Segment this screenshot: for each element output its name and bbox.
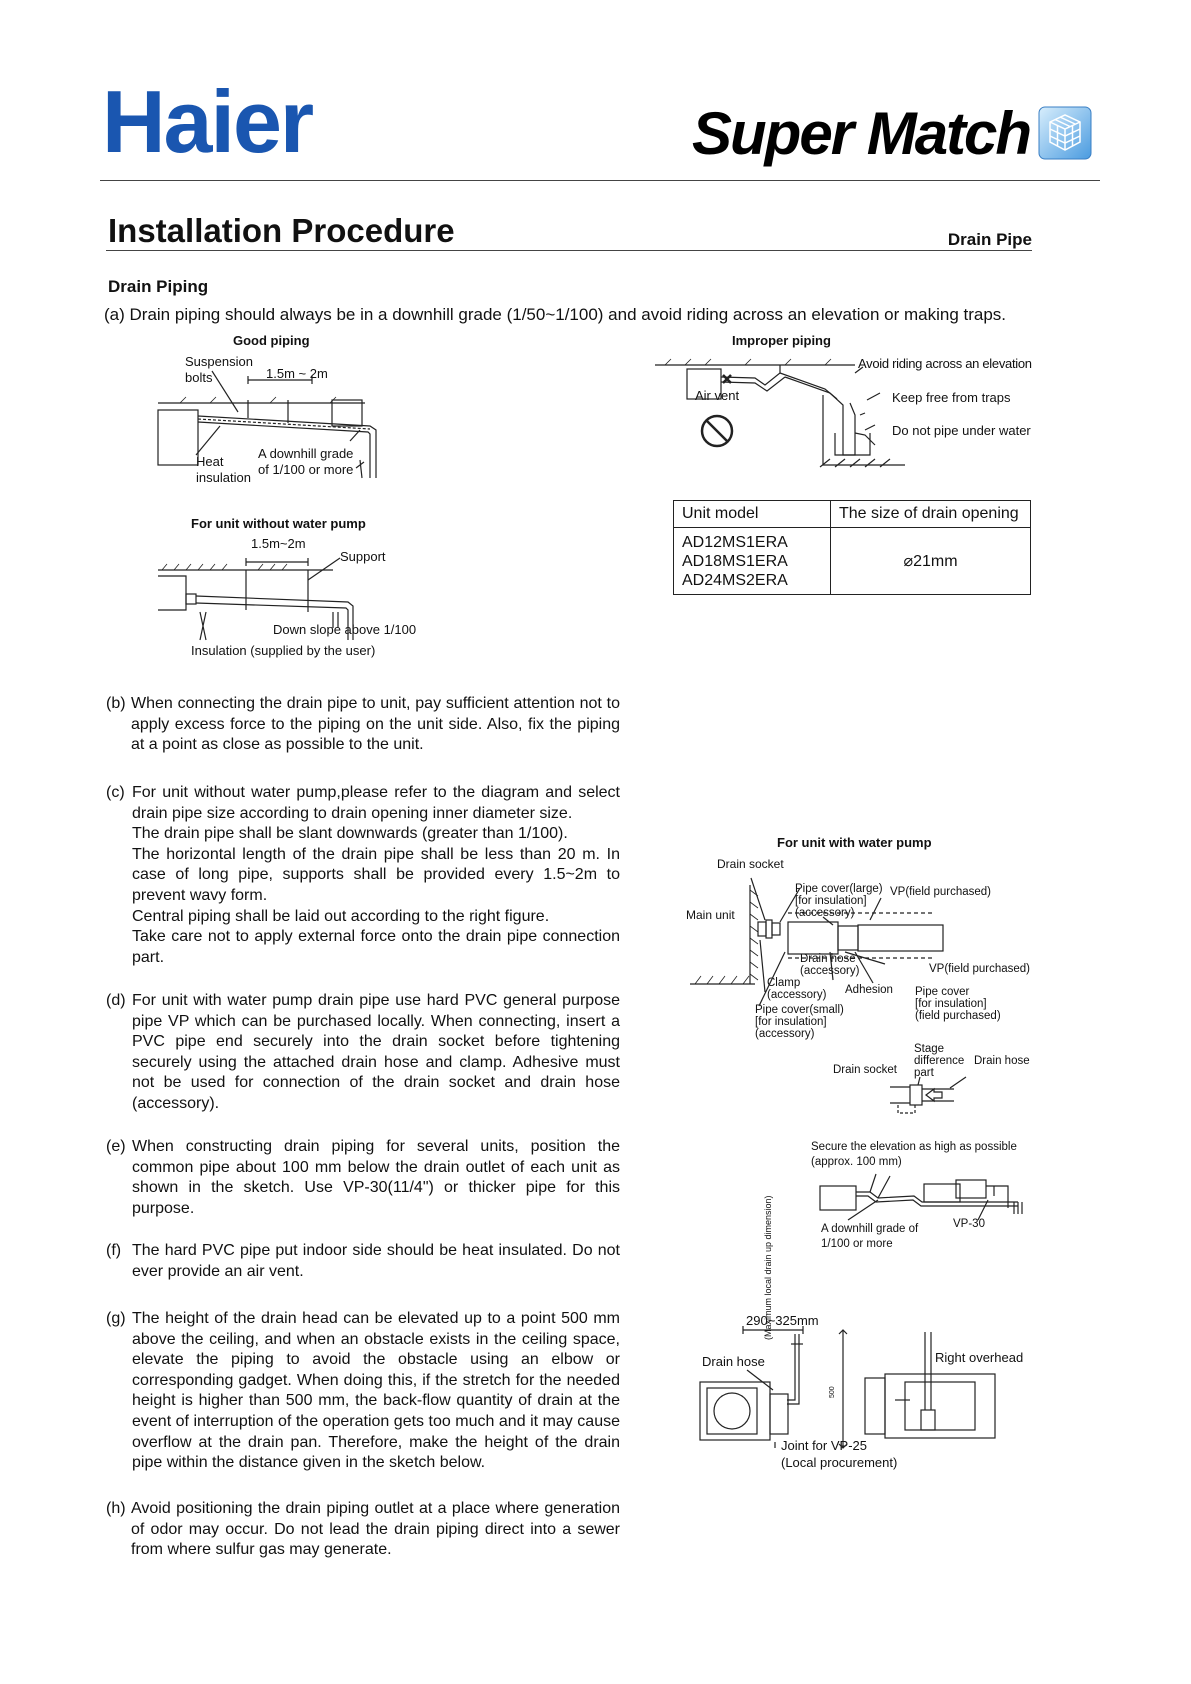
item-c-line-4: Central piping shall be laid out according to the right figure. xyxy=(132,907,550,925)
section-label: Drain Pipe xyxy=(947,230,1032,249)
accessory-label-3: (accessory) xyxy=(767,989,827,1001)
main-unit-label: Main unit xyxy=(686,908,735,922)
item-c-line-1: For unit without water pump,please refer to the diagram and select drain pipe size according to drain opening inner diameter size. xyxy=(132,784,620,822)
item-f xyxy=(106,1241,620,1282)
pipe-cover-small-group xyxy=(755,1004,844,1040)
item-d-label: (d) xyxy=(106,992,126,1009)
pipe-cover-large-label: Pipe cover(large) xyxy=(795,883,883,895)
suspension-label: Suspension xyxy=(185,354,253,369)
model-3: AD24MS2ERA xyxy=(682,572,788,589)
item-c-line-2: The drain pipe shall be slant downwards (greater than 1/100). xyxy=(132,825,568,843)
stage-difference-diagram xyxy=(890,1075,980,1120)
accessory-label-4: (accessory) xyxy=(755,1028,815,1040)
drain-opening-table xyxy=(673,500,1031,595)
super-match-logo: Super Match xyxy=(692,100,1031,167)
clamp-label: Clamp xyxy=(767,977,801,989)
table-header-size: The size of drain opening xyxy=(831,501,1031,528)
item-c-label: (c) xyxy=(106,784,125,801)
pump-diagram xyxy=(685,880,965,995)
down-slope-label: Down slope above 1/100 xyxy=(273,622,417,637)
item-c xyxy=(106,783,620,968)
stage-label-1: Stage xyxy=(914,1043,945,1055)
model-2: AD18MS1ERA xyxy=(682,553,788,570)
vp-field-label: VP(field purchased) xyxy=(890,886,991,898)
item-h xyxy=(106,1499,620,1561)
title-rule xyxy=(106,250,1032,251)
drain-hose-label: Drain hose xyxy=(800,953,856,965)
no-pump-insulation-label: Insulation (supplied by the user) xyxy=(191,643,376,658)
stage-label-3: part xyxy=(914,1067,934,1079)
item-f-text: The hard PVC pipe put indoor side should be heat insulated. Do not ever provide an air vent. xyxy=(132,1242,620,1280)
item-e xyxy=(106,1137,620,1219)
adhesion-label: Adhesion xyxy=(845,984,893,996)
secure-elevation-label-2: (approx. 100 mm) xyxy=(811,1156,902,1168)
local-procurement-label: (Local procurement) xyxy=(781,1455,898,1470)
good-grade-label-1: A downhill grade xyxy=(258,446,354,461)
no-pump-span-label: 1.5m~2m xyxy=(251,536,306,551)
for-insulation-label-1: [for insulation] xyxy=(795,895,867,907)
right-overhead-label: Right overhead xyxy=(935,1350,1024,1365)
improper-piping-title: Improper piping xyxy=(732,333,831,348)
page-title: Installation Procedure xyxy=(108,212,455,249)
item-f-label: (f) xyxy=(106,1242,122,1259)
good-piping-diagram xyxy=(150,370,390,480)
item-c-line-5: Take care not to apply external force onto the drain pipe connection part. xyxy=(132,928,620,966)
pipe-cover-label: Pipe cover xyxy=(915,986,970,998)
item-d xyxy=(106,991,620,1115)
keep-free-traps-label: Keep free from traps xyxy=(892,390,1011,405)
vp-field-label-2: VP(field purchased) xyxy=(929,963,1030,975)
stage-drain-hose-label: Drain hose xyxy=(974,1055,1030,1067)
head-drain-hose-label: Drain hose xyxy=(702,1354,765,1369)
improper-piping-diagram xyxy=(655,355,955,485)
support-label: Support xyxy=(340,549,386,564)
good-span-label: 1.5m ~ 2m xyxy=(266,366,328,381)
item-b-text: When connecting the drain pipe to unit, pay sufficient attention not to apply excess force to the piping on the unit side. Also, fix the piping at a point as close as possible to the unit. xyxy=(131,695,620,754)
vp30-label: VP-30 xyxy=(953,1218,985,1230)
drain-size-cell: ⌀21mm xyxy=(831,528,1031,595)
cube-icon xyxy=(1038,106,1092,160)
stage-drain-socket-label: Drain socket xyxy=(833,1064,897,1076)
joint-vp25-label: Joint for VP-25 xyxy=(781,1438,867,1453)
drain-head-diagram xyxy=(695,1330,1015,1445)
item-c-line-3: The horizontal length of the drain pipe shall be less than 20 m. In case of long pipe, supports shall be provided every 1.5~2m to prevent wavy form. xyxy=(132,845,620,904)
insulation-label: insulation xyxy=(196,470,251,485)
heat-label: Heat xyxy=(196,454,224,469)
head-span-label: 290~325mm xyxy=(746,1313,819,1328)
item-e-label: (e) xyxy=(106,1138,126,1155)
item-g-text: The height of the drain head can be elevated up to a point 500 mm above the ceiling, and when an obstacle exists in the ceiling space, elevate the piping to avoid the obstacle using an elbow or corresponding gadget. When doing this, if the stretch for the needed height is higher than 500 mm, the back-flow quantity of drain at the event of interruption of the operation gets too much and it may cause overflow at the drain pan. Therefore, make the height of the drain pipe within the distance given in the sketch below. xyxy=(132,1310,620,1472)
pipe-cover-small-label: Pipe cover(small) xyxy=(755,1004,844,1016)
pump-title: For unit with water pump xyxy=(777,835,932,850)
under-water-label: Do not pipe under water xyxy=(892,423,1031,438)
item-h-text: Avoid positioning the drain piping outlet at a place where generation of odor may occur. Do not lead the drain piping direct into a sewer from where sulfur gas may generate. xyxy=(131,1500,620,1559)
item-a xyxy=(104,305,1034,325)
bolts-label: bolts xyxy=(185,370,213,385)
model-1: AD12MS1ERA xyxy=(682,534,788,551)
max-drain-up-value: 500 xyxy=(829,1386,836,1398)
good-grade-label-2: of 1/100 or more xyxy=(258,462,354,477)
good-piping-title: Good piping xyxy=(233,333,310,348)
table-models-cell xyxy=(674,528,831,595)
drain-socket-label: Drain socket xyxy=(717,857,784,871)
accessory-label-2: (accessory) xyxy=(800,965,860,977)
no-pump-diagram xyxy=(158,550,358,650)
item-a-label: (a) xyxy=(104,305,125,324)
item-g-label: (g) xyxy=(106,1310,126,1327)
multi-grade-label-1: A downhill grade of xyxy=(821,1223,919,1235)
header-rule xyxy=(100,180,1100,181)
field-purchased-label: (field purchased) xyxy=(915,1010,1001,1022)
avoid-elevation-label: Avoid riding across an elevation xyxy=(858,356,1032,371)
item-b-label: (b) xyxy=(106,695,126,712)
section-heading: Drain Piping xyxy=(108,277,209,296)
max-drain-up-label: (Maximum local drain up dimension) xyxy=(763,1195,773,1340)
item-d-text: For unit with water pump drain pipe use hard PVC general purpose pipe VP which can be purchased locally. When connecting, insert a PVC pipe end securely into the drain socket before tightening securely using the attached drain hose and clamp. Adhesive must not be used for connection of the drain socket and drain hose (accessory). xyxy=(132,992,620,1112)
air-vent-label: Air vent xyxy=(695,388,740,403)
item-g xyxy=(106,1309,620,1474)
no-pump-title: For unit without water pump xyxy=(191,516,366,531)
item-a-text: Drain piping should always be in a downhill grade (1/50~1/100) and avoid riding across an elevation or making traps. xyxy=(129,305,1007,324)
for-insulation-label-2: [for insulation] xyxy=(915,998,987,1010)
haier-logo: Haier xyxy=(102,72,313,171)
multi-grade-label-2: 1/100 or more xyxy=(821,1238,893,1250)
accessory-label-1: (accessory) xyxy=(795,907,855,919)
stage-group xyxy=(914,1043,964,1079)
multiple-units-diagram xyxy=(818,1172,1033,1227)
for-insulation-label-3: [for insulation] xyxy=(755,1016,827,1028)
table-header-model: Unit model xyxy=(674,501,831,528)
item-h-label: (h) xyxy=(106,1500,126,1517)
item-e-text: When constructing drain piping for several units, position the common pipe about 100 mm below the drain outlet of each unit as shown in the sketch. Use VP-30(11/4") or thicker pipe for this purpose. xyxy=(132,1138,620,1217)
stage-label-2: difference xyxy=(914,1055,965,1067)
secure-elevation-label-1: Secure the elevation as high as possible xyxy=(811,1141,1017,1153)
item-b xyxy=(106,694,620,756)
